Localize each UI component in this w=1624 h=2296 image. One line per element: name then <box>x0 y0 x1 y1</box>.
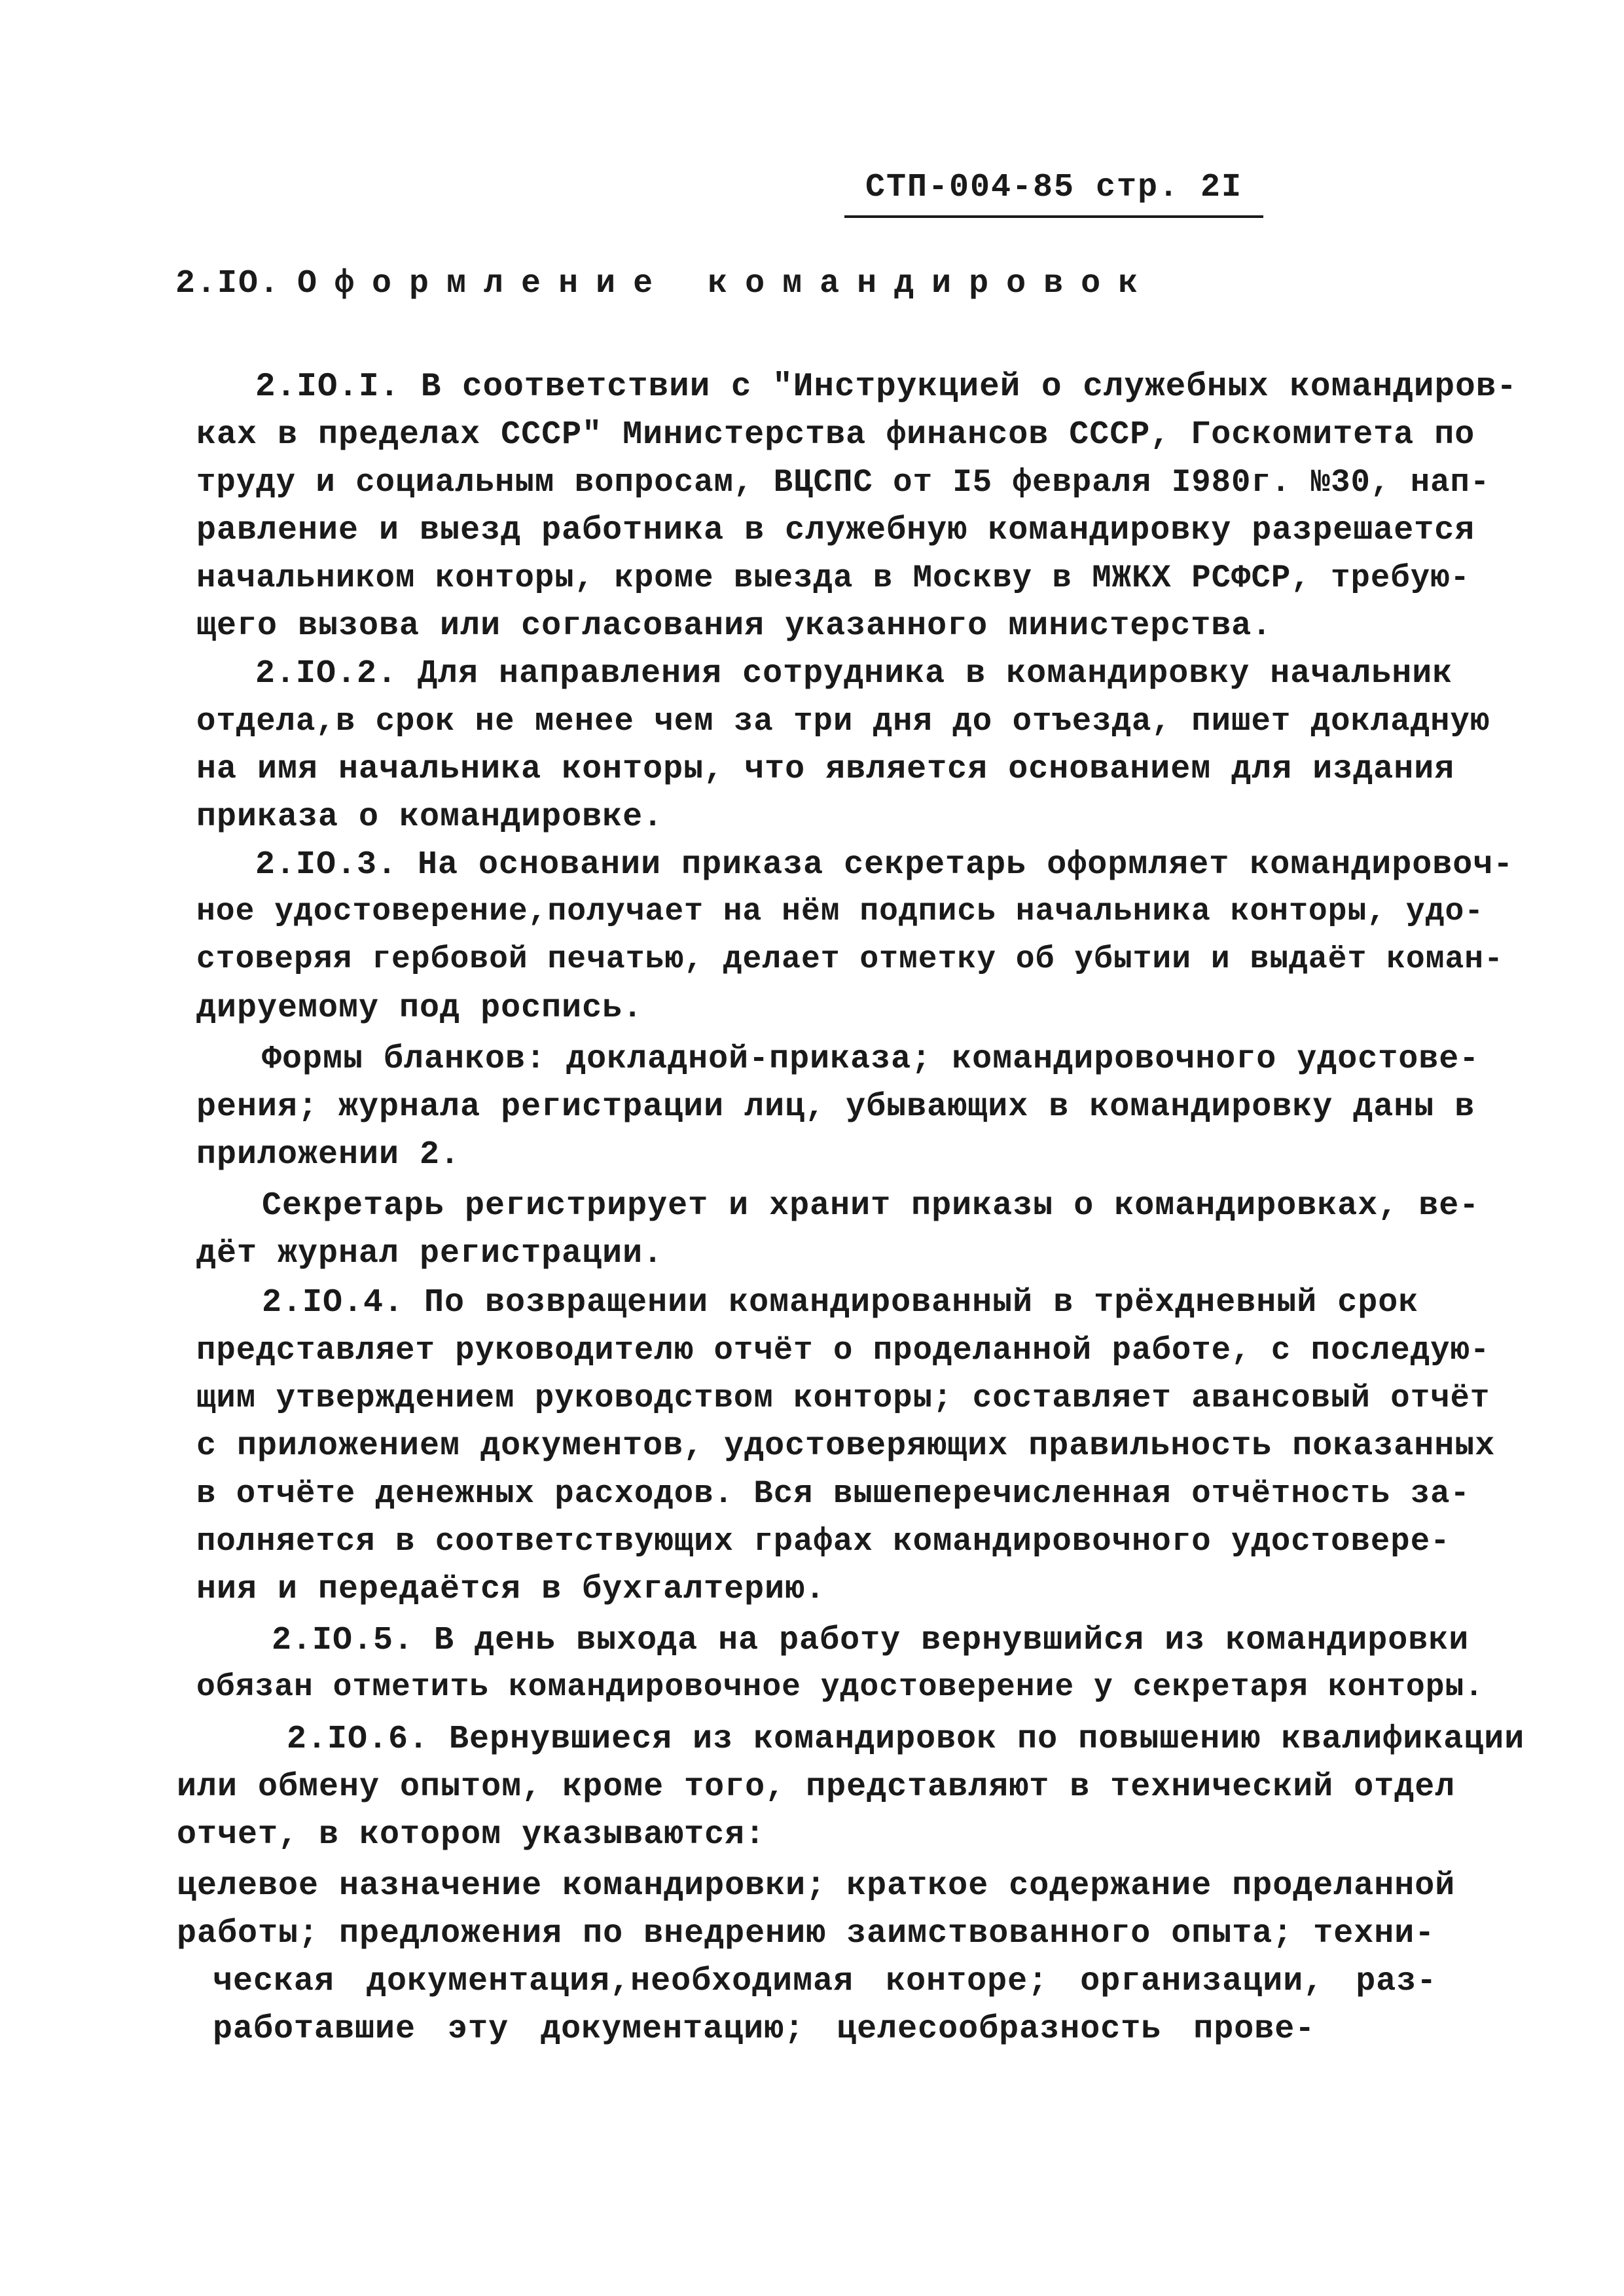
section-number: 2.IO. <box>175 265 281 302</box>
text-line: рения; журнала регистрации лиц, убывающих в командировку даны в <box>196 1088 1475 1126</box>
text-line: целевое назначение командировки; краткое содержание проделанной <box>177 1867 1456 1905</box>
text-line: работавшие эту документацию; целесообразность прове- <box>213 2011 1316 2048</box>
text-line: 2.IO.2. Для направления сотрудника в командировку начальник <box>255 655 1453 692</box>
text-line: ках в пределах СССР" Министерства финансов СССР, Госкомитета по <box>196 416 1475 454</box>
text-line: полняется в соответствующих графах командировочного удостовере- <box>196 1523 1451 1560</box>
text-line: представляет руководителю отчёт о проделанной работе, с последую- <box>196 1332 1490 1369</box>
text-line: Секретарь регистрирует и хранит приказы о командировках, ве- <box>262 1187 1480 1225</box>
text-line: 2.IO.5. В день выхода на работу вернувшийся из командировки <box>272 1622 1470 1659</box>
text-line: ния и передаётся в бухгалтерию. <box>196 1571 826 1608</box>
text-line: работы; предложения по внедрению заимствованного опыта; техни- <box>177 1915 1435 1952</box>
text-line: щим утверждением руководством конторы; составляет авансовый отчёт <box>196 1380 1490 1416</box>
text-line: приказа о командировке. <box>196 798 664 836</box>
text-line: Формы бланков: докладной-приказа; командировочного удостове- <box>262 1041 1480 1078</box>
text-line: щего вызова или согласования указанного министерства. <box>196 607 1272 645</box>
text-line: дируемому под роспись. <box>196 990 643 1027</box>
text-line: равление и выезд работника в служебную командировку разрешается <box>196 512 1475 549</box>
text-line: ческая документация,необходимая конторе; организации, раз- <box>213 1963 1437 2000</box>
text-line: отчет, в котором указываются: <box>177 1816 766 1854</box>
text-line: в отчёте денежных расходов. Вся вышеперечисленная отчётность за- <box>196 1475 1470 1512</box>
text-line: приложении 2. <box>196 1136 461 1174</box>
text-line: стоверяя гербовой печатью, делает отметку об убытии и выдаёт коман- <box>196 942 1504 977</box>
section-title: Оформление командировок <box>297 265 1156 302</box>
section-heading <box>175 265 1155 302</box>
text-line: с приложением документов, удостоверяющих правильность показанных <box>196 1427 1496 1465</box>
text-line: 2.IO.I. В соответствии с "Инструкцией о служебных командиров- <box>255 368 1517 406</box>
text-line: начальником конторы, кроме выезда в Москву в МЖКХ РСФСР, требую- <box>196 560 1470 596</box>
page-header: СТП-004-85 стр. 2I <box>844 169 1263 218</box>
text-line: 2.IO.3. На основании приказа секретарь оформляет командировоч- <box>255 846 1514 884</box>
text-line: ное удостоверение,получает на нём подпись начальника конторы, удо- <box>196 894 1485 929</box>
text-line: обязан отметить командировочное удостоверение у секретаря конторы. <box>196 1670 1485 1705</box>
text-line: или обмену опытом, кроме того, представляют в технический отдел <box>177 1768 1456 1806</box>
text-line: труду и социальным вопросам, ВЦСПС от I5 февраля I980г. №30, нап- <box>196 464 1490 501</box>
text-line: на имя начальника конторы, что является основанием для издания <box>196 751 1455 788</box>
text-line: дёт журнал регистрации. <box>196 1235 664 1272</box>
text-line: отдела,в срок не менее чем за три дня до отъезда, пишет докладную <box>196 703 1490 740</box>
text-line: 2.IO.4. По возвращении командированный в трёхдневный срок <box>262 1284 1419 1321</box>
text-line: 2.IO.6. Вернувшиеся из командировок по повышению квалификации <box>287 1721 1525 1758</box>
